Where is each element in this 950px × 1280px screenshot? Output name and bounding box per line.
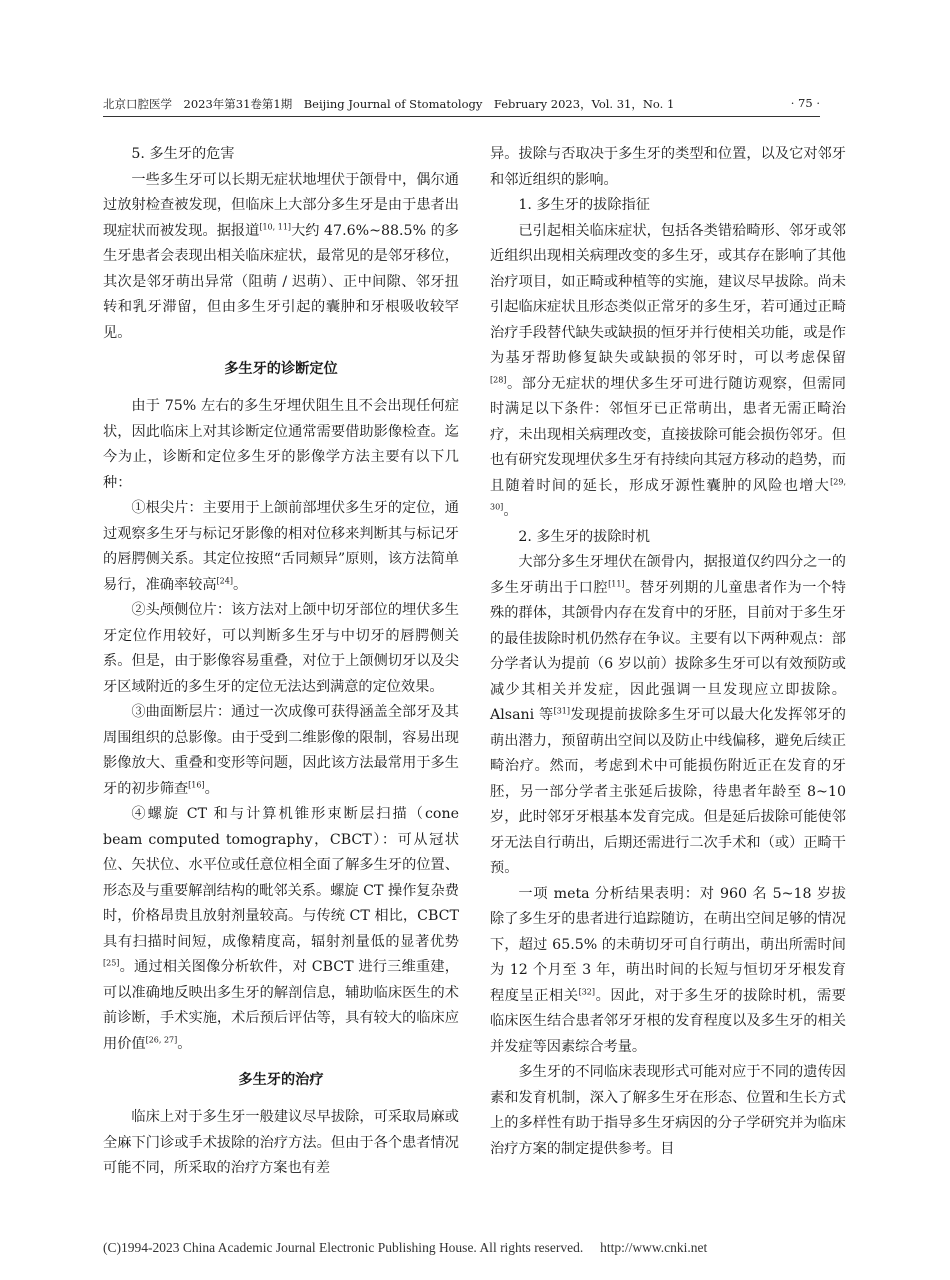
copyright-footer: (C)1994-2023 China Academic Journal Electronic Publishing House. All rights reserved. http://www.cnki.net (103, 1240, 708, 1255)
subsection-title-timing: 2. 多生牙的拔除时机 (518, 528, 650, 545)
subsection-title-indications: 1. 多生牙的拔除指征 (518, 197, 650, 213)
section-5-title: 5. 多生牙的危害 (131, 146, 235, 162)
citation-ref: [28] (490, 374, 507, 384)
citation-ref: [16] (188, 779, 205, 789)
paragraph: 一项 meta 分析结果表明：对 960 名 5~18 岁拔除了多生牙的患者进行追踪随访，在萌出空间足够的情况下，超过 65.5% 的未萌切牙可自行萌出，萌出所需时间为 12 个月至 3 年，萌出时间的长短与恒切牙牙根发育程度呈正相关[32]。因此，对于多生牙的拔除时机，需要临床医生结合患者邻牙牙根的发育程度以及多生牙的相关并发症等因素综合考量。 (490, 885, 846, 1055)
citation-ref: [10, 11] (259, 221, 292, 231)
citation-ref: [24] (216, 575, 233, 585)
paragraph: ①根尖片：主要用于上颌前部埋伏多生牙的定位，通过观察多生牙与标记牙影像的相对位移来判断其与标记牙的唇腭侧关系。其定位按照“舌同颊异”原则，该方法简单易行，准确率较高[24]。 (103, 500, 459, 593)
citation-ref: [32] (578, 986, 595, 996)
citation-ref: [29, 30] (490, 476, 846, 512)
paragraph: 临床上对于多生牙一般建议尽早拔除，可采取局麻或全麻下门诊或手术拔除的治疗方法。但由于各个患者情况可能不同，所采取的治疗方案也有差 (103, 1109, 459, 1176)
paragraph: 一些多生牙可以长期无症状地埋伏于颌骨中，偶尔通过放射检查被发现，但临床上大部分多生牙是由于患者出现症状而被发现。据报道[10, 11]大约 47.6%~88.5% 的多生牙患者会表现出相关临床症状，最常见的是邻牙移位，其次是邻牙萌出异常（阻萌 / 迟萌）、正中间隙、邻牙扭转和乳牙滞留，但由多生牙引起的囊肿和牙根吸收较罕见。 (103, 171, 459, 341)
citation-ref: [25] (103, 958, 120, 968)
running-header (103, 96, 820, 116)
citation-ref: [26, 27] (145, 1034, 178, 1044)
header-rule (103, 116, 820, 117)
paragraph: ③曲面断层片：通过一次成像可获得涵盖全部牙及其周围组织的总影像。由于受到二维影像的限制，容易出现影像放大、重叠和变形等问题，因此该方法最常用于多生牙的初步筛查[16]。 (103, 704, 459, 797)
paragraph: 大部分多生牙埋伏在颌骨内，据报道仅约四分之一的多生牙萌出于口腔[11]。替牙列期的儿童患者作为一个特殊的群体，其颌骨内存在发育中的牙胚，目前对于多生牙的最佳拔除时机仍然存在争议。主要有以下两种观点：部分学者认为提前（6 岁以前）拔除多生牙可以有效预防或减少其相关并发症，因此强调一旦发现应立即拔除。Alsani 等[31]发现提前拔除多生牙可以最大化发挥邻牙的萌出潜力，预留萌出空间以及防止中线偏移，避免后续正畸治疗。然而，考虑到术中可能损伤附近正在发育的牙胚，另一部分学者主张延后拔除，待患者年龄至 8~10 岁，此时邻牙牙根基本发育完成。但是延后拔除可能使邻牙无法自行萌出，后期还需进行二次手术和（或）正畸干预。 (490, 554, 846, 876)
paragraph: 已引起相关临床症状，包括各类错𬌗畸形、邻牙或邻近组织出现相关病理改变的多生牙，或其存在影响了其他治疗项目，如正畸或种植等的实施，建议尽早拔除。尚未引起临床症状且形态类似正常牙的多生牙，若可通过正畸治疗手段替代缺失或缺损的恒牙并行使相关功能，或是作为基牙帮助修复缺失或缺损的邻牙时，可以考虑保留[28]。部分无症状的埋伏多生牙可进行随访观察，但需同时满足以下条件：邻恒牙已正常萌出，患者无需正畸治疗，未出现相关病理改变，直接拔除可能会损伤邻牙。但也有研究发现埋伏多生牙有持续向其冠方移动的趋势，而且随着时间的延长，形成牙源性囊肿的风险也增大[29, 30]。 (490, 222, 846, 519)
paragraph: ④螺旋 CT 和与计算机锥形束断层扫描（cone beam computed tomography，CBCT）：可从冠状位、矢状位、水平位或任意位相全面了解多生牙的位置、形态及与重要解剖结构的毗邻关系。螺旋 CT 操作复杂费时，价格昂贵且放射剂量较高。与传统 CT 相比，CBCT 具有扫描时间短，成像精度高，辐射剂量低的显著优势[25]。通过相关图像分析软件，对 CBCT 进行三维重建，可以准确地反映出多生牙的解剖信息，辅助临床医生的术前诊断，手术实施，术后预后评估等，具有较大的临床应用价值[26, 27]。 (103, 806, 459, 1052)
page-number: · 75 · (790, 96, 820, 110)
section-heading-treatment: 多生牙的治疗 (238, 1072, 324, 1088)
paragraph: 多生牙的不同临床表现形式可能对应于不同的遗传因素和发育机制，深入了解多生牙在形态、位置和生长方式上的多样性有助于指导多生牙病因的分子学研究并为临床治疗方案的制定提供参考。目 (490, 1064, 846, 1157)
paragraph-continued: 异。拔除与否取决于多生牙的类型和位置，以及它对邻牙和邻近组织的影响。 (490, 146, 846, 188)
paragraph: ②头颅侧位片：该方法对上颌中切牙部位的埋伏多生牙定位作用较好，可以判断多生牙与中切牙的唇腭侧关系。但是，由于影像容易重叠，对位于上颌侧切牙以及尖牙区域附近的多生牙的定位无法达到满意的定位效果。 (103, 602, 459, 695)
paragraph: 由于 75% 左右的多生牙埋伏阻生且不会出现任何症状，因此临床上对其诊断定位通常需要借助影像检查。迄今为止，诊断和定位多生牙的影像学方法主要有以下几种： (103, 398, 459, 491)
journal-citation: 北京口腔医学 2023年第31卷第1期 Beijing Journal of Stomatology February 2023，Vol. 31，No. 1 (103, 97, 675, 111)
right-column (490, 142, 846, 1162)
section-heading-diagnosis: 多生牙的诊断定位 (224, 361, 338, 377)
citation-ref: [31] (553, 706, 570, 716)
citation-ref: [11] (608, 578, 625, 588)
left-column (103, 142, 459, 1182)
